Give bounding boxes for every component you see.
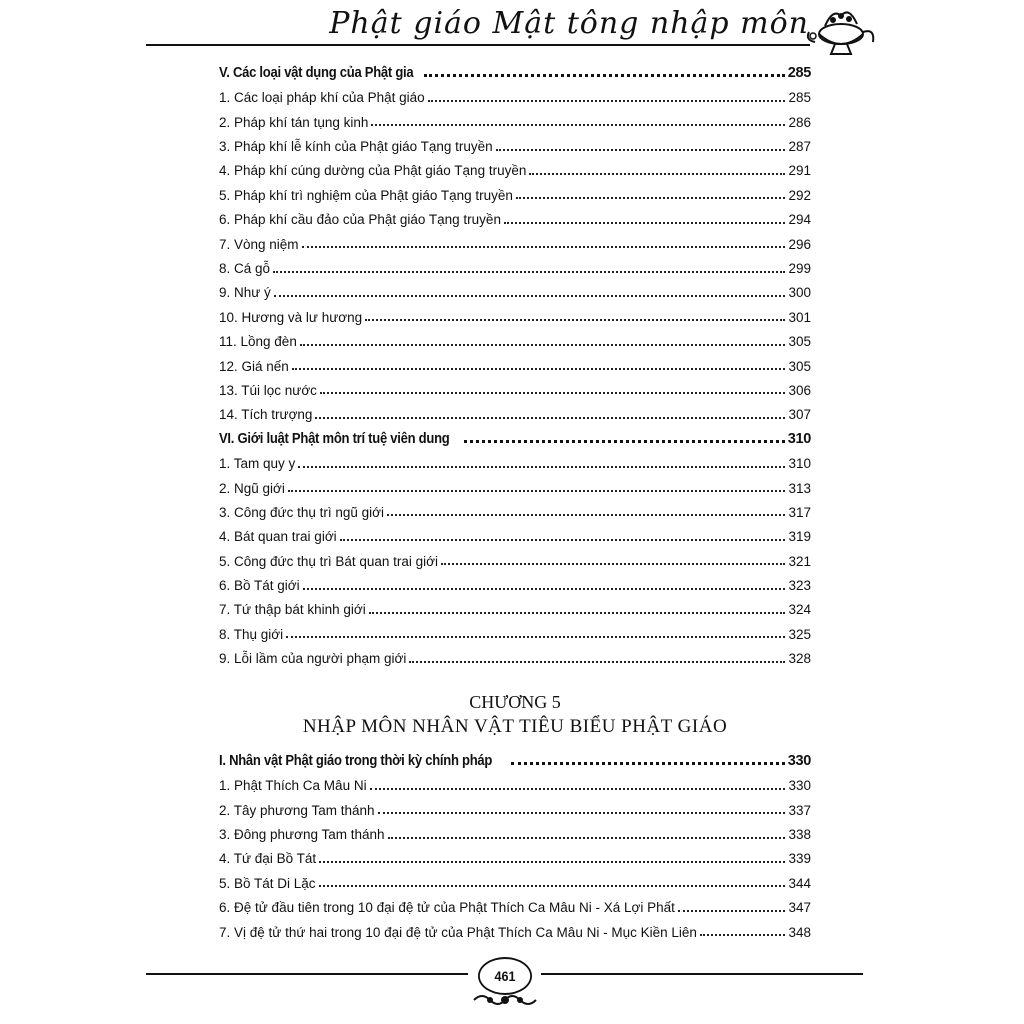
toc-entry-row xyxy=(219,129,811,153)
dot-leader xyxy=(315,417,785,419)
toc-entry-page: 313 xyxy=(788,480,811,496)
toc-entry-title: 10. Hương và lư hương xyxy=(219,309,363,325)
dot-leader xyxy=(678,910,786,912)
toc-entry-title: 2. Tây phương Tam thánh xyxy=(219,802,375,818)
toc-entry-title: 6. Đệ tử đầu tiên trong 10 đại đệ tử của Phật Thích Ca Mâu Ni - Xá Lợi Phất xyxy=(219,900,675,916)
toc-section-row xyxy=(219,744,811,768)
running-header-title: Phật giáo Mật tông nhập môn xyxy=(329,6,809,41)
chapter-label: CHƯƠNG 5 xyxy=(469,692,561,712)
toc-entry-row xyxy=(219,276,811,300)
toc-list-part1 xyxy=(219,56,811,666)
toc-entry-page: 347 xyxy=(788,900,811,916)
toc-entry-title: 5. Công đức thụ trì Bát quan trai giới xyxy=(219,553,439,569)
dot-leader xyxy=(387,514,785,516)
toc-entry-page: 310 xyxy=(787,430,811,447)
toc-entry-page: 310 xyxy=(788,456,811,472)
dot-leader xyxy=(424,74,785,77)
toc-entry-page: 325 xyxy=(788,626,811,642)
toc-entry-page: 323 xyxy=(788,578,811,594)
dot-leader xyxy=(300,344,786,346)
toc-entry-row xyxy=(219,641,811,665)
toc-entry-row xyxy=(219,80,811,104)
toc-entry-title: 14. Tích trượng xyxy=(219,407,313,423)
toc-entry-row xyxy=(219,890,811,914)
dot-leader xyxy=(292,368,786,370)
toc-entry-title: VI. Giới luật Phật môn trí tuệ viên dung xyxy=(219,430,450,447)
toc-entry-row xyxy=(219,568,811,592)
dot-leader xyxy=(319,861,785,863)
dot-leader xyxy=(700,934,786,936)
chapter-title: NHẬP MÔN NHÂN VẬT TIÊU BIỂU PHẬT GIÁO xyxy=(302,716,728,737)
dot-leader xyxy=(365,319,785,321)
toc-entry-page: 339 xyxy=(788,851,811,867)
dot-leader xyxy=(298,466,785,468)
toc-entry-row xyxy=(219,324,811,348)
floral-ornament-icon xyxy=(470,990,540,1010)
dot-leader xyxy=(302,246,786,248)
toc-entry-title: 5. Pháp khí trì nghiệm của Phật giáo Tạng truyền xyxy=(219,187,513,203)
dot-leader xyxy=(303,588,786,590)
toc-entry-row xyxy=(219,349,811,373)
dot-leader xyxy=(320,392,786,394)
dot-leader xyxy=(464,440,785,443)
toc-entry-page: 330 xyxy=(787,752,811,769)
toc-entry-page: 321 xyxy=(788,553,811,569)
lamp-ornament-icon xyxy=(805,2,877,56)
toc-entry-row xyxy=(219,593,811,617)
toc-entry-row xyxy=(219,768,811,792)
toc-entry-title: 4. Tứ đại Bồ Tát xyxy=(219,851,317,867)
toc-entry-page: 286 xyxy=(788,114,811,130)
toc-entry-title: 8. Cá gỗ xyxy=(219,261,271,277)
toc-entry-row xyxy=(219,202,811,226)
toc-entry-page: 307 xyxy=(788,407,811,423)
toc-list-part2 xyxy=(219,744,811,939)
dot-leader xyxy=(286,636,785,638)
dot-leader xyxy=(529,173,785,175)
toc-entry-row xyxy=(219,915,811,939)
toc-entry-row xyxy=(219,227,811,251)
dot-leader xyxy=(370,788,786,790)
toc-entry-page: 338 xyxy=(788,827,811,843)
toc-entry-row xyxy=(219,446,811,470)
toc-entry-title: I. Nhân vật Phật giáo trong thời kỳ chính pháp xyxy=(219,752,493,769)
dot-leader xyxy=(369,612,786,614)
dot-leader xyxy=(288,490,786,492)
toc-entry-title: 1. Các loại pháp khí của Phật giáo xyxy=(219,90,425,106)
toc-entry-row xyxy=(219,373,811,397)
toc-entry-title: 13. Túi lọc nước xyxy=(219,382,317,398)
toc-entry-title: 9. Lỗi lầm của người phạm giới xyxy=(219,651,407,667)
toc-entry-row xyxy=(219,793,811,817)
toc-entry-title: 3. Đông phương Tam thánh xyxy=(219,827,385,843)
toc-entry-title: 1. Tam quy y xyxy=(219,456,296,472)
toc-section-row xyxy=(219,422,811,446)
toc-entry-page: 328 xyxy=(788,651,811,667)
toc-entry-page: 337 xyxy=(788,802,811,818)
page-number: 461 xyxy=(478,957,532,995)
toc-entry-row xyxy=(219,817,811,841)
toc-entry-page: 324 xyxy=(788,602,811,618)
toc-entry-page: 287 xyxy=(788,139,811,155)
toc-entry-row xyxy=(219,495,811,519)
toc-entry-title: 1. Phật Thích Ca Mâu Ni xyxy=(219,778,367,794)
toc-entry-page: 305 xyxy=(788,358,811,374)
toc-entry-page: 299 xyxy=(788,261,811,277)
toc-entry-page: 319 xyxy=(788,529,811,545)
toc-entry-title: 3. Pháp khí lễ kính của Phật giáo Tạng truyền xyxy=(219,139,493,155)
toc-entry-title: 3. Công đức thụ trì ngũ giới xyxy=(219,504,384,520)
dot-leader xyxy=(441,563,785,565)
toc-entry-page: 285 xyxy=(788,90,811,106)
toc-entry-title: 5. Bồ Tát Di Lặc xyxy=(219,875,316,891)
toc-entry-title: 6. Pháp khí cầu đảo của Phật giáo Tạng truyền xyxy=(219,212,501,228)
toc-entry-page: 301 xyxy=(788,309,811,325)
toc-entry-row xyxy=(219,154,811,178)
dot-leader xyxy=(516,197,786,199)
toc-entry-title: 6. Bồ Tát giới xyxy=(219,578,300,594)
toc-entry-row xyxy=(219,544,811,568)
toc-entry-page: 294 xyxy=(788,212,811,228)
dot-leader xyxy=(428,100,786,102)
toc-entry-title: 7. Vị đệ tử thứ hai trong 10 đại đệ tử của Phật Thích Ca Mâu Ni - Mục Kiền Liên xyxy=(219,924,697,940)
dot-leader xyxy=(388,837,786,839)
toc-entry-title: 8. Thụ giới xyxy=(219,626,284,642)
dot-leader xyxy=(504,222,786,224)
toc-entry-title: 2. Ngũ giới xyxy=(219,480,285,496)
toc-entry-page: 296 xyxy=(788,236,811,252)
dot-leader xyxy=(511,762,784,765)
toc-entry-page: 330 xyxy=(788,778,811,794)
toc-entry-title: 4. Bát quan trai giới xyxy=(219,529,337,545)
toc-entry-row xyxy=(219,300,811,324)
dot-leader xyxy=(274,295,786,297)
toc-entry-title: 11. Lồng đèn xyxy=(219,334,297,350)
toc-entry-page: 306 xyxy=(788,382,811,398)
toc-entry-title: 2. Pháp khí tán tụng kinh xyxy=(219,114,369,130)
toc-entry-row xyxy=(219,617,811,641)
dot-leader xyxy=(409,661,785,663)
toc-entry-page: 305 xyxy=(788,334,811,350)
toc-entry-row xyxy=(219,178,811,202)
dot-leader xyxy=(340,539,786,541)
toc-entry-title: 9. Như ý xyxy=(219,285,271,301)
toc-entry-row xyxy=(219,251,811,275)
dot-leader xyxy=(273,271,785,273)
toc-entry-page: 344 xyxy=(788,875,811,891)
toc-entry-row xyxy=(219,842,811,866)
toc-entry-title: 7. Vòng niệm xyxy=(219,236,299,252)
toc-entry-page: 348 xyxy=(788,924,811,940)
toc-entry-title: 12. Giá nến xyxy=(219,358,289,374)
toc-entry-row xyxy=(219,471,811,495)
toc-entry-page: 285 xyxy=(787,64,811,81)
toc-entry-title: 4. Pháp khí cúng dường của Phật giáo Tạng truyền xyxy=(219,163,527,179)
dot-leader xyxy=(496,149,786,151)
toc-entry-row xyxy=(219,519,811,543)
toc-entry-row xyxy=(219,866,811,890)
toc-entry-title: V. Các loại vật dụng của Phật gia xyxy=(219,64,414,81)
toc-entry-row xyxy=(219,397,811,421)
footer-rule-right xyxy=(541,973,863,975)
toc-entry-page: 291 xyxy=(788,163,811,179)
footer-rule-left xyxy=(146,973,468,975)
toc-entry-page: 292 xyxy=(788,187,811,203)
toc-section-row xyxy=(219,56,811,80)
toc-entry-row xyxy=(219,105,811,129)
dot-leader xyxy=(371,124,785,126)
dot-leader xyxy=(378,812,786,814)
dot-leader xyxy=(319,885,786,887)
toc-entry-page: 317 xyxy=(788,504,811,520)
toc-entry-page: 300 xyxy=(788,285,811,301)
header-rule xyxy=(146,44,810,46)
toc-entry-title: 7. Tứ thập bát khinh giới xyxy=(219,602,366,618)
